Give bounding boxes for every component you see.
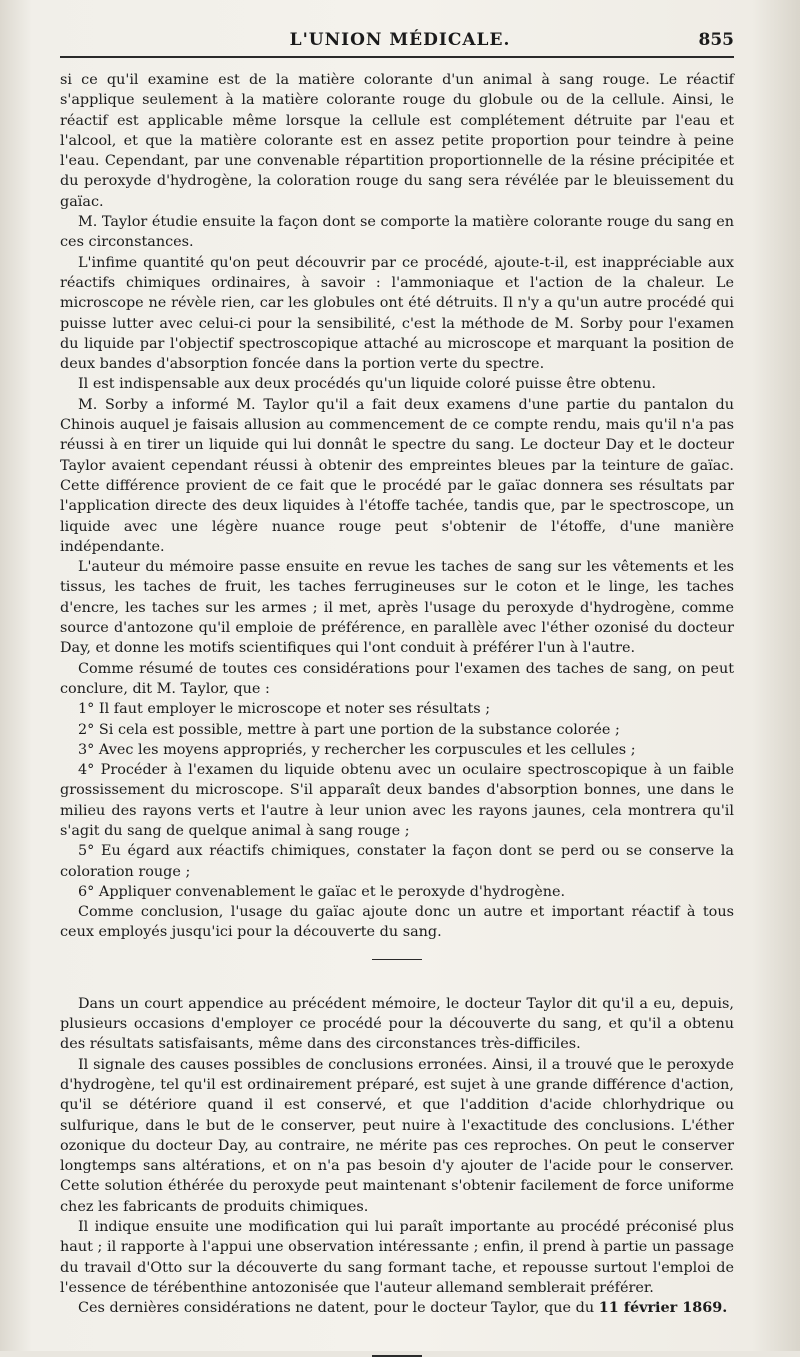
- paragraph: M. Sorby a informé M. Taylor qu'il a fait deux examens d'une partie du pantalon du Chinois auquel je faisais allusion au commencement de ce compte rendu, mais qu'il n'a pas réussi à en tirer un liquide qui lui donnât le spectre du sang. Le docteur Day et le docteur Taylor avaient cependant réussi à obtenir des empreintes bleues par la teinture de gaïac. Cette différence provient de ce fait que le procédé par le gaïac donnera ses résultats par l'application directe des deux liquides à l'étoffe tachée, tandis que, par le spectroscope, un liquide avec une légère nuance rouge peut s'obtenir de l'étoffe, d'une manière indépendante.: [60, 396, 734, 555]
- conclusion-paragraph: Comme conclusion, l'usage du gaïac ajoute donc un autre et important réactif à tous ceux employés jusqu'ici pour la découverte du sang.: [60, 904, 734, 941]
- final-date: 11 février 1869.: [598, 1299, 728, 1317]
- final-paragraph: [60, 1298, 734, 1318]
- paragraph: L'infime quantité qu'on peut découvrir par ce procédé, ajoute-t-il, est inappréciable aux réactifs chimiques ordinaires, à savoir : l'ammoniaque et l'action de la chaleur. Le microscope ne révèle rien, car les globules ont été détruits. Il n'y a qu'un autre procédé qui puisse lutter avec celui-ci pour la sensibilité, c'est la méthode de M. Sorby pour l'examen du liquide par l'objectif spectroscopique attaché au microscope et marquant la position de deux bandes d'absorption foncée dans la portion verte du spectre.: [60, 254, 734, 373]
- list-item: 6° Appliquer convenablement le gaïac et le peroxyde d'hydrogène.: [78, 883, 566, 900]
- appendix-paragraph: Il signale des causes possibles de conclusions erronées. Ainsi, il a trouvé que le peroxyde d'hydrogène, tel qu'il est ordinairement préparé, est sujet à une grande différence d'action, qu'il se détériore quand il est conservé, et que l'addition d'acide chlorhydrique ou sulfurique, dans le but de le conserver, peut nuire à l'exactitude des conclusions. L'éther ozonique du docteur Day, au contraire, ne mérite pas ces reproches. On peut le conserver longtemps sans altérations, et on n'a pas besoin d'y ajouter de l'acide pour le conserver. Cette solution éthérée du peroxyde peut maintenant s'obtenir facilement de force uniforme chez les fabricants de produits chimiques.: [60, 1056, 734, 1215]
- journal-title: L'UNION MÉDICALE.: [289, 30, 511, 50]
- end-divider: [372, 1355, 422, 1357]
- section-gap: [60, 972, 734, 994]
- paragraph: L'auteur du mémoire passe ensuite en revue les taches de sang sur les vêtements et les tissus, les taches de fruit, les taches ferrugineuses sur le coton et le linge, les taches d'encre, les taches sur les armes ; il met, après l'usage du peroxyde d'hydrogène, comme source d'antozone qu'il emploie de préférence, en parallèle avec l'éther ozonisé du docteur Day, et donne les motifs scientifiques qui l'ont conduit à préférer l'un à l'autre.: [60, 559, 734, 657]
- paragraph: M. Taylor étudie ensuite la façon dont se comporte la matière colorante rouge du sang en ces circonstances.: [60, 214, 734, 251]
- list-item: 1° Il faut employer le microscope et noter ses résultats ;: [78, 701, 491, 718]
- appendix-paragraph: Dans un court appendice au précédent mémoire, le docteur Taylor dit qu'il a eu, depuis, plusieurs occasions d'employer ce procédé pour la découverte du sang, et qu'il a obtenu des résultats satisfaisants, même dans des circonstances très-difficiles.: [60, 995, 734, 1053]
- list-item: 5° Eu égard aux réactifs chimiques, constater la façon dont se perd ou se conserve la coloration rouge ;: [60, 843, 734, 880]
- page-header: [0, 28, 800, 54]
- page-number: 855: [698, 30, 734, 50]
- list-item: 3° Avec les moyens appropriés, y rechercher les corpuscules et les cellules ;: [78, 741, 636, 758]
- list-item: 4° Procéder à l'examen du liquide obtenu avec un oculaire spectroscopique à un faible grossissement du microscope. S'il apparaît deux bandes d'absorption bonnes, une dans le milieu des rayons verts et l'autre à leur union avec les rayons jaunes, cela montrera qu'il s'agit du sang de quelque animal à sang rouge ;: [60, 762, 734, 839]
- header-rule: [60, 56, 734, 58]
- final-text: Ces dernières considérations ne datent, pour le docteur Taylor, que du: [78, 1300, 595, 1317]
- list-item: 2° Si cela est possible, mettre à part une portion de la substance colorée ;: [78, 721, 620, 738]
- article-body: [60, 70, 734, 1357]
- paragraph: Comme résumé de toutes ces considérations pour l'examen des taches de sang, on peut conclure, dit M. Taylor, que :: [60, 660, 734, 697]
- appendix-paragraph: Il indique ensuite une modification qui lui paraît importante au procédé préconisé plus haut ; il rapporte à l'appui une observation intéressante ; enfin, il prend à partie un passage du travail d'Otto sur la découverte du sang formant tache, et repousse surtout l'emploi de l'essence de térébenthine antozonisée que l'auteur allemand semblerait préférer.: [60, 1219, 734, 1296]
- paragraph: si ce qu'il examine est de la matière colorante d'un animal à sang rouge. Le réactif s'applique seulement à la matière colorante rouge du globule ou de la cellule. Ainsi, le réactif est applicable même lorsque la cellule est complétement détruite par l'eau et l'alcool, et que la matière colorante est en assez petite proportion pour teindre à peine l'eau. Cependant, par une convenable répartition proportionnelle de la résine précipitée et du peroxyde d'hydrogène, la coloration rouge du sang sera révélée par le bleuissement du gaïac.: [60, 72, 734, 210]
- paragraph: Il est indispensable aux deux procédés qu'un liquide coloré puisse être obtenu.: [78, 376, 656, 393]
- section-divider: [372, 959, 422, 960]
